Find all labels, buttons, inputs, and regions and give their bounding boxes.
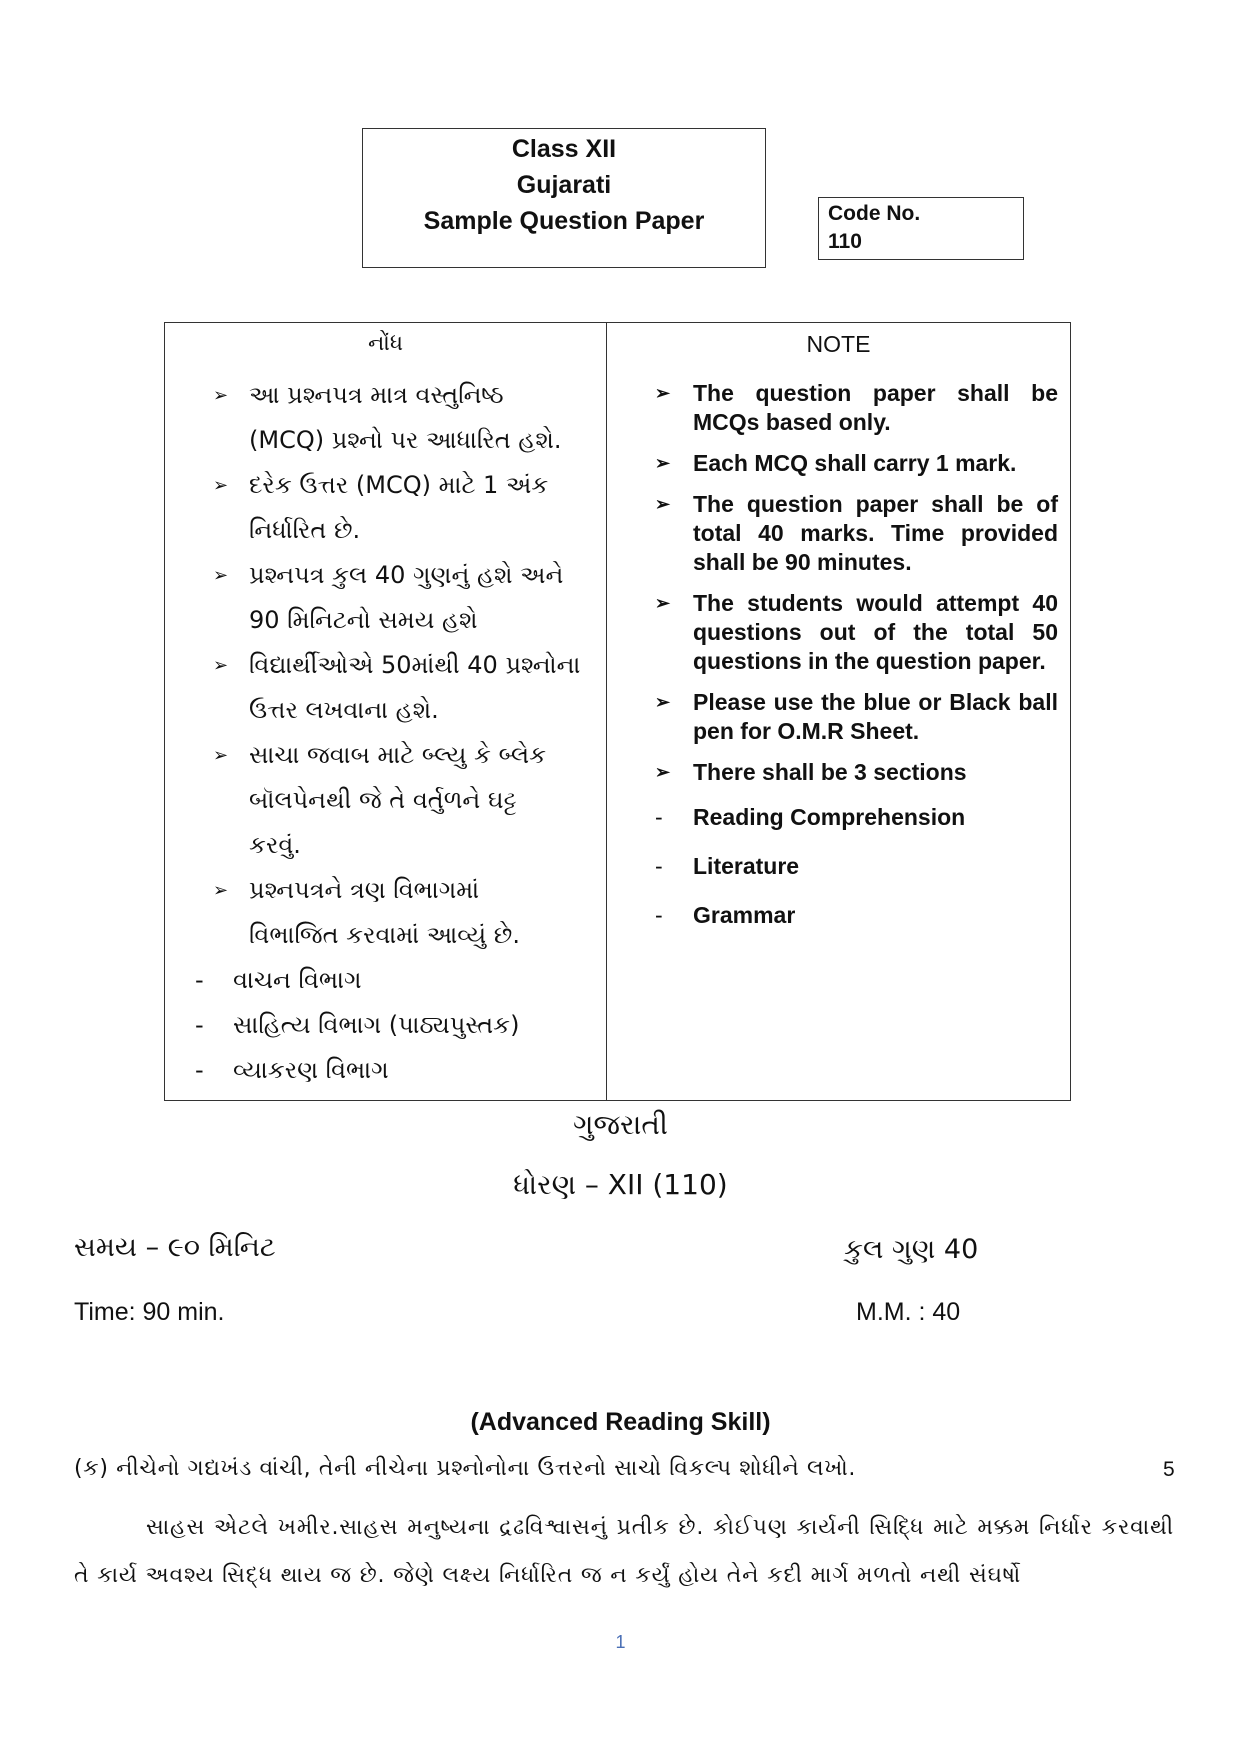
note-gujarati-column [165,323,607,1100]
list-item: ➢ પ્રશ્નપત્ર કુલ 40 ગુણનું હશે અને 90 મિનિટનો સમય હશે [165,553,606,643]
arrow-bullet-icon: ➢ [213,565,229,586]
note-gu-heading: નોંધ [367,331,404,356]
code-box [818,197,1024,260]
code-label: Code No. [828,202,921,225]
list-item: ➢ The question paper shall be of total 40 marks. Time provided shall be 90 minutes. [655,491,1058,575]
question-instruction: (ક) નીચેનો ગદ્યખંડ વાંચી, તેની નીચેના પ્રશ્નોનોના ઉત્તરનો સાચો વિકલ્પ શોધીને લખો. [74,1456,856,1481]
arrow-bullet-icon: ➢ [655,453,671,473]
marks-english: M.M. : 40 [856,1298,961,1326]
time-english: Time: 90 min. [74,1298,225,1326]
section-heading: (Advanced Reading Skill) [470,1408,771,1436]
list-item: ➢ There shall be 3 sections [655,759,967,785]
list-item: ➢ Each MCQ shall carry 1 mark. [655,450,1017,476]
section-item: - Literature [655,853,800,879]
note-en-list [607,379,1070,950]
class-line: Class XII [511,135,617,163]
title-box [362,128,766,268]
arrow-bullet-icon: ➢ [213,655,229,676]
arrow-bullet-icon: ➢ [655,383,671,403]
dash-bullet: - [195,1011,204,1039]
arrow-bullet-icon: ➢ [213,880,229,901]
marks-gujarati: કુલ ગુણ 40 [844,1234,979,1265]
page-number: 1 [615,1632,626,1652]
dash-bullet: - [655,853,663,879]
list-item: ➢ The students would attempt 40 questions out of the total 50 questions in the question paper. [655,590,1058,674]
subject-line: Gujarati [516,171,612,199]
list-item: ➢ The question paper shall be MCQs based only. [655,380,1058,435]
arrow-bullet-icon: ➢ [655,762,671,782]
dash-bullet: - [655,902,663,928]
time-gujarati: સમય – ૯૦ મિનિટ [74,1232,276,1263]
dash-bullet: - [195,1056,204,1084]
note-english-column [607,323,1070,1100]
arrow-bullet-icon: ➢ [655,494,671,514]
note-table [164,322,1071,1101]
section-item: - સાહિત્ય વિભાગ (પાઠ્યપુસ્તક) [165,1003,606,1048]
paper-line: Sample Question Paper [423,207,705,235]
list-item: ➢ દરેક ઉત્તર (MCQ) માટે 1 અંક નિર્ધારિત છે. [165,463,606,553]
reading-passage: સાહસ એટલે ખમીર.સાહસ મનુષ્યના દ્રઢવિશ્વાસનું પ્રતીક છે. કોઈપણ કાર્યની સિદ્ધિ માટે મક્કમ નિર્ધાર કરવાથી તે કાર્ય અવશ્ય સિદ્ધ થાય જ છે. જેણે લક્ષ્ય નિર્ધારિત જ ન કર્યું હોય તેને કદી માર્ગ મળતો નથી સંઘર્ષો [74,1515,1174,1588]
dash-bullet: - [655,804,663,830]
code-value: 110 [828,230,862,253]
list-item: ➢ Please use the blue or Black ball pen for O.M.R Sheet. [655,689,1058,744]
question-marks: 5 [1163,1458,1175,1481]
list-item: ➢ પ્રશ્નપત્રને ત્રણ વિભાગમાં વિભાજિત કરવામાં આવ્યું છે. [165,868,606,958]
list-item: ➢ આ પ્રશ્નપત્ર માત્ર વસ્તુનિષ્ઠ (MCQ) પ્રશ્નો પર આધારિત હશે. [165,373,606,463]
arrow-bullet-icon: ➢ [655,593,671,613]
note-en-heading: NOTE [806,331,871,357]
subject-title: ગુજરાતી [573,1108,668,1141]
dash-bullet: - [195,966,204,994]
section-item: - વ્યાકરણ વિભાગ [165,1048,606,1093]
note-gu-list [165,373,606,1093]
section-item: - વાચન વિભાગ [165,958,606,1003]
arrow-bullet-icon: ➢ [655,692,671,712]
section-item: - Grammar [655,902,796,928]
list-item: ➢ વિદ્યાર્થીઓએ 50માંથી 40 પ્રશ્નોના ઉત્તર લખવાના હશે. [165,643,606,733]
arrow-bullet-icon: ➢ [213,475,229,496]
arrow-bullet-icon: ➢ [213,745,229,766]
section-item: - Reading Comprehension [655,804,966,830]
list-item: ➢ સાચા જવાબ માટે બ્લ્યુ કે બ્લેક બૉલપેનથી જે તે વર્તુળને ઘટ્ટ કરવું. [165,733,606,868]
standard-title: ધોરણ – XII (110) [513,1168,728,1201]
arrow-bullet-icon: ➢ [213,385,229,406]
